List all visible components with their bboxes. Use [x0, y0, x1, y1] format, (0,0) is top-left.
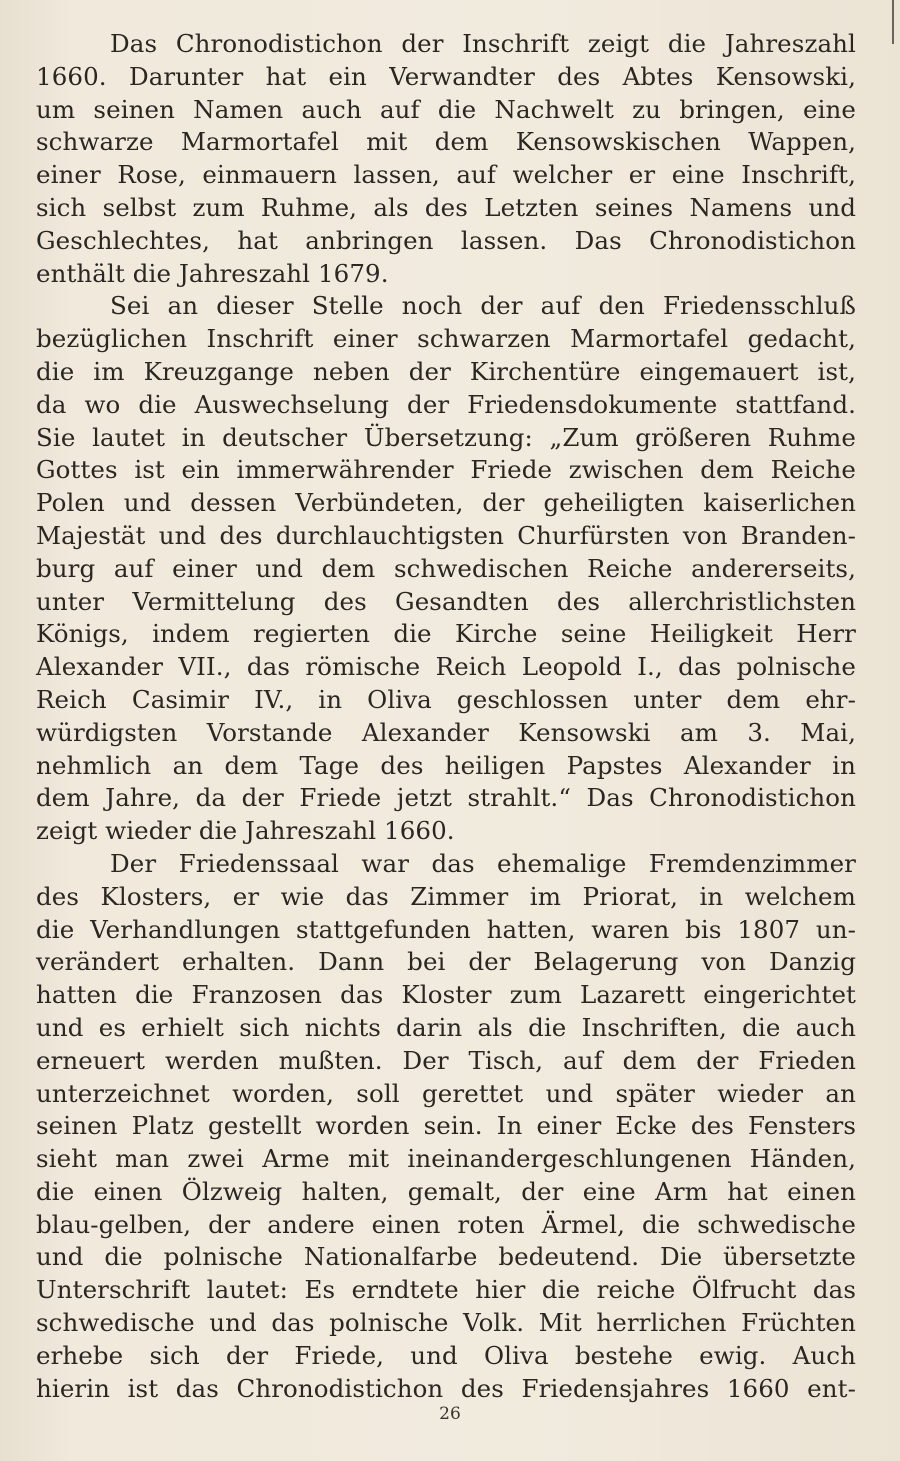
text-line: nehmlich an dem Tage des heiligen Papstes Alexander in: [36, 750, 856, 780]
text-line: da wo die Auswechselung der Friedensdokumente stattfand.: [36, 389, 856, 419]
text-line: dem Jahre, da der Friede jetzt strahlt.“ Das Chronodistichon: [36, 783, 856, 813]
text-line: Geschlechtes, hat anbringen lassen. Das Chronodistichon: [36, 225, 856, 255]
text-line: Sei an dieser Stelle noch der auf den Friedensschluß: [110, 291, 856, 321]
text-line: blau-gelben, der andere einen roten Ärmel, die schwedische: [36, 1209, 856, 1239]
page-number: 26: [439, 1404, 461, 1424]
text-line: Polen und dessen Verbündeten, der geheiligten kaiserlichen: [36, 488, 856, 518]
text-line: seinen Platz gestellt worden sein. In einer Ecke des Fensters: [36, 1111, 856, 1141]
text-line: enthält die Jahreszahl 1679.: [36, 258, 389, 288]
text-line: bezüglichen Inschrift einer schwarzen Marmortafel gedacht,: [36, 324, 856, 354]
text-line: Alexander VII., das römische Reich Leopold I., das polnische: [36, 652, 856, 682]
text-line: Majestät und des durchlauchtigsten Churfürsten von Branden-: [36, 520, 856, 550]
text-line: unterzeichnet worden, soll gerettet und später wieder an: [36, 1078, 856, 1108]
text-line: des Klosters, er wie das Zimmer im Priorat, in welchem: [36, 881, 856, 911]
text-line: Sie lautet in deutscher Übersetzung: „Zum größeren Ruhme: [36, 422, 856, 452]
text-line: erneuert werden mußten. Der Tisch, auf dem der Frieden: [36, 1045, 856, 1075]
text-line: zeigt wieder die Jahreszahl 1660.: [36, 816, 455, 846]
text-line: hatten die Franzosen das Kloster zum Lazarett eingerichtet: [36, 980, 856, 1010]
text-line: Das Chronodistichon der Inschrift zeigt die Jahreszahl: [110, 29, 856, 58]
text-line: die einen Ölzweig halten, gemalt, der eine Arm hat einen: [36, 1176, 856, 1206]
text-line: sich selbst zum Ruhme, als des Letzten seines Namens und: [36, 192, 856, 222]
text-line: Reich Casimir IV., in Oliva geschlossen unter dem ehr-: [36, 684, 856, 714]
text-line: unter Vermittelung des Gesandten des allerchristlichsten: [36, 586, 856, 616]
text-line: 1660. Darunter hat ein Verwandter des Abtes Kensowski,: [36, 61, 856, 91]
text-line: burg auf einer und dem schwedischen Reiche andererseits,: [36, 553, 856, 583]
page-edge-mark: [892, 0, 894, 44]
text-line: und es erhielt sich nichts darin als die Inschriften, die auch: [36, 1012, 856, 1042]
text-line: Gottes ist ein immerwährender Friede zwischen dem Reiche: [36, 455, 856, 485]
text-line: würdigsten Vorstande Alexander Kensowski am 3. Mai,: [36, 717, 856, 747]
text-line: hierin ist das Chronodistichon des Friedensjahres 1660 ent-: [36, 1373, 856, 1403]
text-line: verändert erhalten. Dann bei der Belagerung von Danzig: [36, 947, 856, 977]
text-line: einer Rose, einmauern lassen, auf welcher er eine Inschrift,: [36, 160, 856, 190]
body-text: [36, 28, 856, 1405]
text-line: und die polnische Nationalfarbe bedeutend. Die übersetzte: [36, 1242, 856, 1272]
text-line: schwedische und das polnische Volk. Mit herrlichen Früchten: [36, 1308, 856, 1338]
text-line: schwarze Marmortafel mit dem Kensowskischen Wappen,: [36, 127, 856, 157]
text-line: Unterschrift lautet: Es erndtete hier die reiche Ölfrucht das: [36, 1275, 856, 1305]
text-line: erhebe sich der Friede, und Oliva bestehe ewig. Auch: [36, 1340, 856, 1370]
text-line: sieht man zwei Arme mit ineinandergeschlungenen Händen,: [36, 1144, 856, 1174]
text-line: die im Kreuzgange neben der Kirchentüre eingemauert ist,: [36, 356, 856, 386]
text-line: um seinen Namen auch auf die Nachwelt zu bringen, eine: [36, 94, 856, 124]
text-line: Königs, indem regierten die Kirche seine Heiligkeit Herr: [36, 619, 856, 649]
text-line: die Verhandlungen stattgefunden hatten, waren bis 1807 un-: [36, 914, 856, 944]
text-line: Der Friedenssaal war das ehemalige Fremdenzimmer: [110, 848, 856, 878]
